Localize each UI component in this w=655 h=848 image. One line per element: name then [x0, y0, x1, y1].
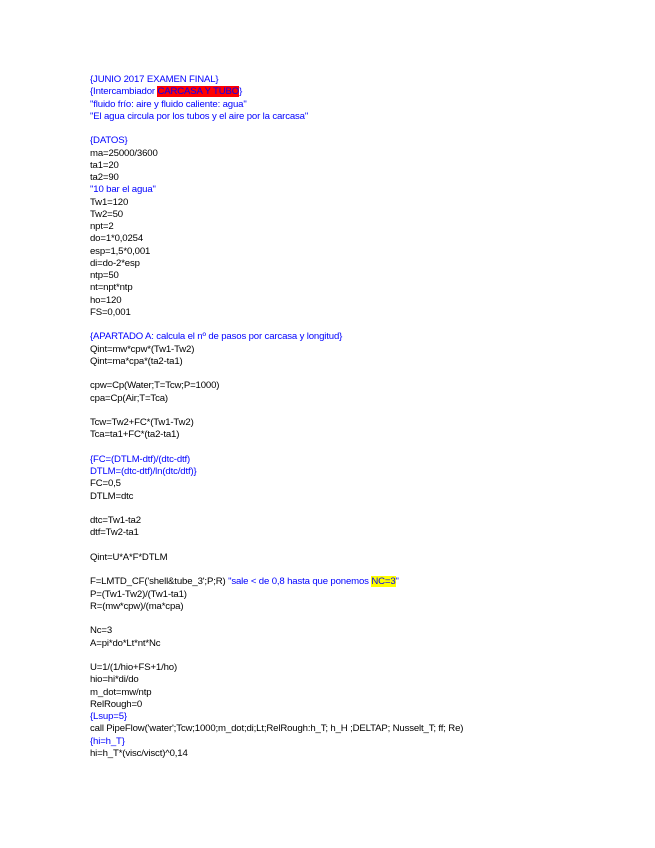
nc-highlight: NC=3 — [371, 576, 396, 588]
code-line: Tw1=120 — [90, 196, 129, 208]
code-line: DTLM=dtc — [90, 490, 134, 502]
code-line: Qint=U*A*F*DTLM — [90, 551, 168, 563]
code-line: ta1=20 — [90, 159, 119, 171]
code-line: esp=1,5*0,001 — [90, 245, 151, 257]
code-line: ma=25000/3600 — [90, 147, 158, 159]
lsup-comment: {Lsup=5} — [90, 711, 127, 722]
blank-line — [90, 123, 630, 135]
hi-comment: {hi=h_T} — [90, 735, 125, 747]
code-line: do=1*0,0254 — [90, 233, 144, 245]
apartado-a-heading: {APARTADO A: calcula el nº de pasos por carcasa y longitud} — [90, 331, 343, 343]
code-line: hio=hi*di/do — [90, 674, 139, 686]
carcasa-tubo-highlight: CARCASA Y TUBO — [157, 86, 240, 98]
code-line: nt=npt*ntp — [90, 282, 133, 294]
blank-line — [90, 368, 630, 380]
code-line: ntp=50 — [90, 270, 119, 281]
code-line: R=(mw*cpw)/(ma*cpa) — [90, 600, 184, 612]
code-line: A=pi*do*Lt*nt*Nc — [90, 637, 161, 649]
code-line: dtf=Tw2-ta1 — [90, 527, 139, 539]
code-line: Tcw=Tw2+FC*(Tw1-Tw2) — [90, 417, 194, 428]
blank-line — [90, 405, 630, 417]
code-line: ho=120 — [90, 294, 122, 306]
document-page — [90, 74, 630, 760]
code-line: Qint=mw*cpw*(Tw1-Tw2) — [90, 343, 195, 355]
code-line: di=do-2*esp — [90, 257, 140, 269]
intercambiador-text: {Intercambiador — [90, 86, 158, 98]
code-line: hi=h_T*(visc/visct)^0,14 — [90, 747, 188, 759]
lmtd-line — [90, 576, 630, 588]
datos-heading: {DATOS} — [90, 135, 128, 147]
circulation-note: "El agua circula por los tubos y el aire por la carcasa" — [90, 110, 309, 122]
pressure-note: "10 bar el agua" — [90, 184, 156, 196]
blank-line — [90, 540, 630, 552]
code-line: Tca=ta1+FC*(ta2-ta1) — [90, 429, 180, 441]
code-line: RelRough=0 — [90, 698, 143, 710]
fc-comment: {FC=(DTLM-dtf)/(dtc-dtf) — [90, 453, 191, 465]
code-line: FS=0,001 — [90, 306, 131, 318]
lmtd-comment-end: " — [395, 576, 399, 588]
exam-title: {JUNIO 2017 EXAMEN FINAL} — [90, 74, 219, 85]
code-line: Qint=ma*cpa*(ta2-ta1) — [90, 355, 183, 367]
fluids-note: "fluido frío: aire y fluido caliente: agua" — [90, 98, 247, 110]
code-line: m_dot=mw/ntp — [90, 686, 152, 698]
code-line: npt=2 — [90, 221, 114, 232]
blank-line — [90, 442, 630, 454]
code-line: U=1/(1/hio+FS+1/ho) — [90, 662, 178, 673]
blank-line — [90, 650, 630, 662]
code-line: dtc=Tw1-ta2 — [90, 515, 141, 526]
code-line: P=(Tw1-Tw2)/(Tw1-ta1) — [90, 588, 187, 600]
pipeflow-call: call PipeFlow('water';Tcw;1000;m_dot;di;Lt;RelRough:h_T; h_H ;DELTAP; Nusselt_T; ff; Re) — [90, 723, 464, 735]
lmtd-comment: "sale < de 0,8 hasta que ponemos — [228, 576, 372, 588]
code-line: ta2=90 — [90, 172, 119, 183]
intercambiador-close: } — [239, 86, 243, 98]
lmtd-code: F=LMTD_CF('shell&tube_3';P;R) — [90, 576, 229, 588]
blank-line — [90, 503, 630, 515]
blank-line — [90, 564, 630, 576]
code-line: FC=0,5 — [90, 478, 121, 490]
blank-line — [90, 319, 630, 331]
dtlm-comment: DTLM=(dtc-dtf)/ln(dtc/dtf)} — [90, 466, 197, 477]
code-line: cpw=Cp(Water;T=Tcw;P=1000) — [90, 380, 220, 392]
code-line: Nc=3 — [90, 625, 113, 637]
blank-line — [90, 613, 630, 625]
intercambiador-comment — [90, 86, 630, 98]
code-line: cpa=Cp(Air;T=Tca) — [90, 392, 168, 404]
code-line: Tw2=50 — [90, 208, 123, 220]
